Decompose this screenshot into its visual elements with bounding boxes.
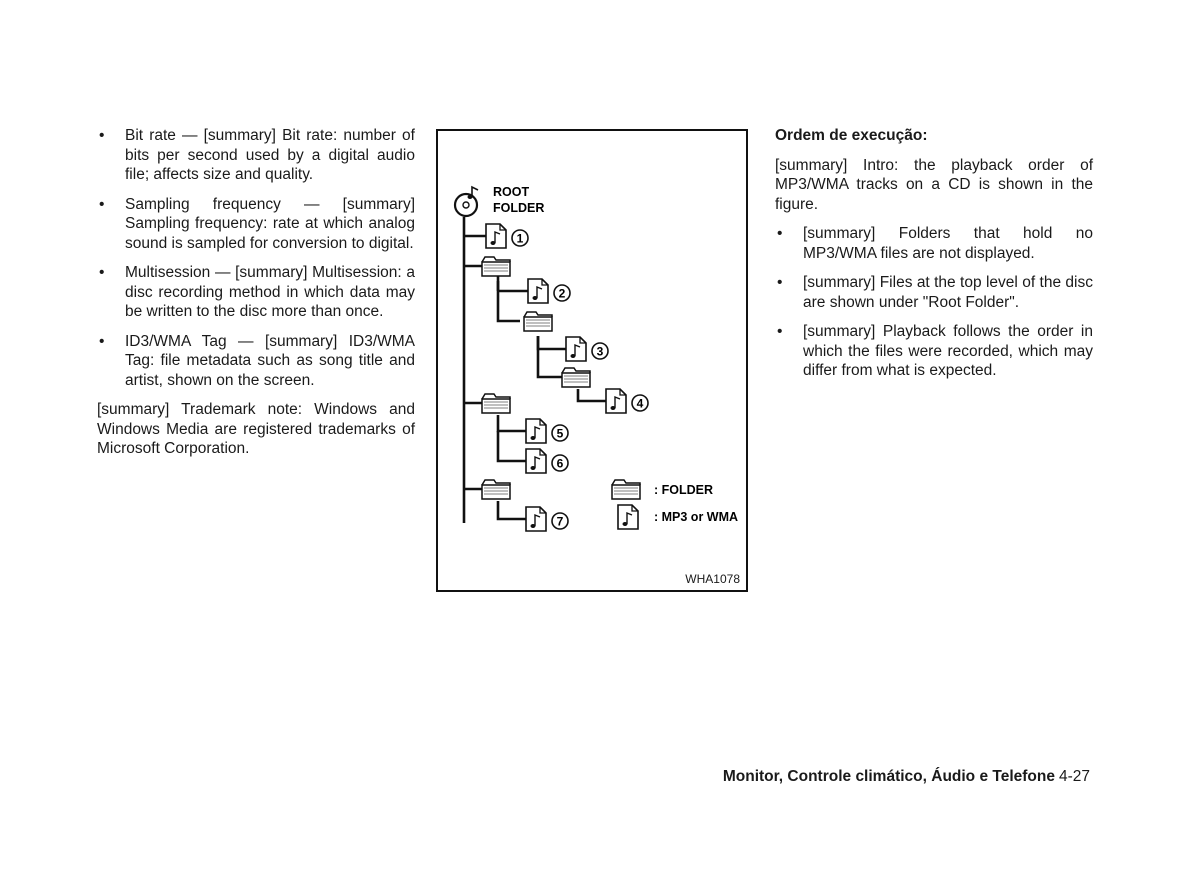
root-label-line2: FOLDER bbox=[493, 201, 545, 215]
track-number-1: 1 bbox=[516, 231, 524, 246]
glossary-item-sampling: • Sampling frequency — [summary] Sampling frequency: rate at which analog sound is sampled for conversion to digital. bbox=[97, 195, 415, 254]
glossary-term: Bit rate bbox=[125, 127, 176, 144]
folder-icon bbox=[482, 257, 510, 276]
legend-folder-icon bbox=[612, 480, 640, 499]
playback-notes-list bbox=[775, 224, 1093, 381]
music-file-icon bbox=[606, 389, 626, 413]
glossary-term: ID3/WMA Tag bbox=[125, 332, 227, 350]
glossary-summary: [summary] Sampling frequency: rate at which analog sound is sampled for conversion to digital. bbox=[125, 195, 415, 252]
glossary-summary: [summary] ID3/WMA Tag: file metadata such as song title and artist, shown on the screen. bbox=[125, 332, 416, 389]
track-number-4: 4 bbox=[636, 396, 644, 411]
footer-section-title: Monitor, Controle climático, Áudio e Telefone bbox=[722, 768, 1055, 785]
music-file-icon bbox=[526, 507, 546, 531]
right-column bbox=[775, 126, 1093, 391]
root-label-line1: ROOT bbox=[493, 185, 530, 199]
track-number-5: 5 bbox=[556, 426, 564, 441]
music-file-icon bbox=[526, 449, 546, 473]
section-heading: Ordem de execução: bbox=[775, 127, 928, 144]
glossary-term: Sampling frequency bbox=[125, 195, 281, 213]
glossary-list bbox=[97, 126, 415, 390]
playback-order-figure bbox=[436, 129, 748, 592]
trademark-note: [summary] Trademark note: Windows and Windows Media are registered trademarks of Microsoft Corporation. bbox=[97, 401, 415, 457]
folder-icon bbox=[562, 368, 590, 387]
glossary-item-multisession: • Multisession — [summary] Multisession: a disc recording method in which data may be written to the disc more than once. bbox=[97, 263, 415, 322]
folder-tree-diagram bbox=[438, 131, 750, 594]
glossary-term: Multisession bbox=[125, 264, 211, 281]
music-file-icon bbox=[526, 419, 546, 443]
track-number-7: 7 bbox=[556, 514, 564, 529]
glossary-item-bit-rate: • Bit rate — [summary] Bit rate: number of bits per second used by a digital audio file; affects size and quality. bbox=[97, 126, 415, 185]
track-number-6: 6 bbox=[556, 456, 564, 471]
playback-note: • [summary] Files at the top level of the disc are shown under "Root Folder". bbox=[775, 273, 1093, 312]
glossary-summary: [summary] Bit rate: number of bits per second used by a digital audio file; affects size and quality. bbox=[125, 127, 415, 183]
glossary-summary: [summary] Multisession: a disc recording method in which data may be written to the disc more than once. bbox=[125, 264, 415, 320]
playback-note: • [summary] Playback follows the order in which the files were recorded, which may differ from what is expected. bbox=[775, 322, 1093, 381]
folder-icon bbox=[482, 394, 510, 413]
folder-icon bbox=[482, 480, 510, 499]
legend-folder-label: : FOLDER bbox=[654, 483, 714, 497]
folder-icon bbox=[524, 312, 552, 331]
playback-note: • [summary] Folders that hold no MP3/WMA files are not displayed. bbox=[775, 224, 1093, 263]
page-number: 4-27 bbox=[1058, 768, 1090, 785]
music-file-icon bbox=[566, 337, 586, 361]
left-column bbox=[97, 126, 415, 459]
cd-root-icon bbox=[455, 187, 478, 216]
legend-file-label: : MP3 or WMA bbox=[654, 510, 739, 524]
music-file-icon bbox=[528, 279, 548, 303]
figure-code: WHA1078 bbox=[685, 572, 740, 586]
page-footer bbox=[723, 767, 1090, 787]
legend-file-icon bbox=[618, 505, 638, 529]
music-file-icon bbox=[486, 224, 506, 248]
track-number-2: 2 bbox=[558, 286, 566, 301]
intro-paragraph: [summary] Intro: the playback order of MP3/WMA tracks on a CD is shown in the figure. bbox=[775, 156, 1093, 213]
track-number-3: 3 bbox=[596, 344, 604, 359]
glossary-item-id3: • ID3/WMA Tag — [summary] ID3/WMA Tag: file metadata such as song title and artist, shown on the screen. bbox=[97, 332, 415, 391]
